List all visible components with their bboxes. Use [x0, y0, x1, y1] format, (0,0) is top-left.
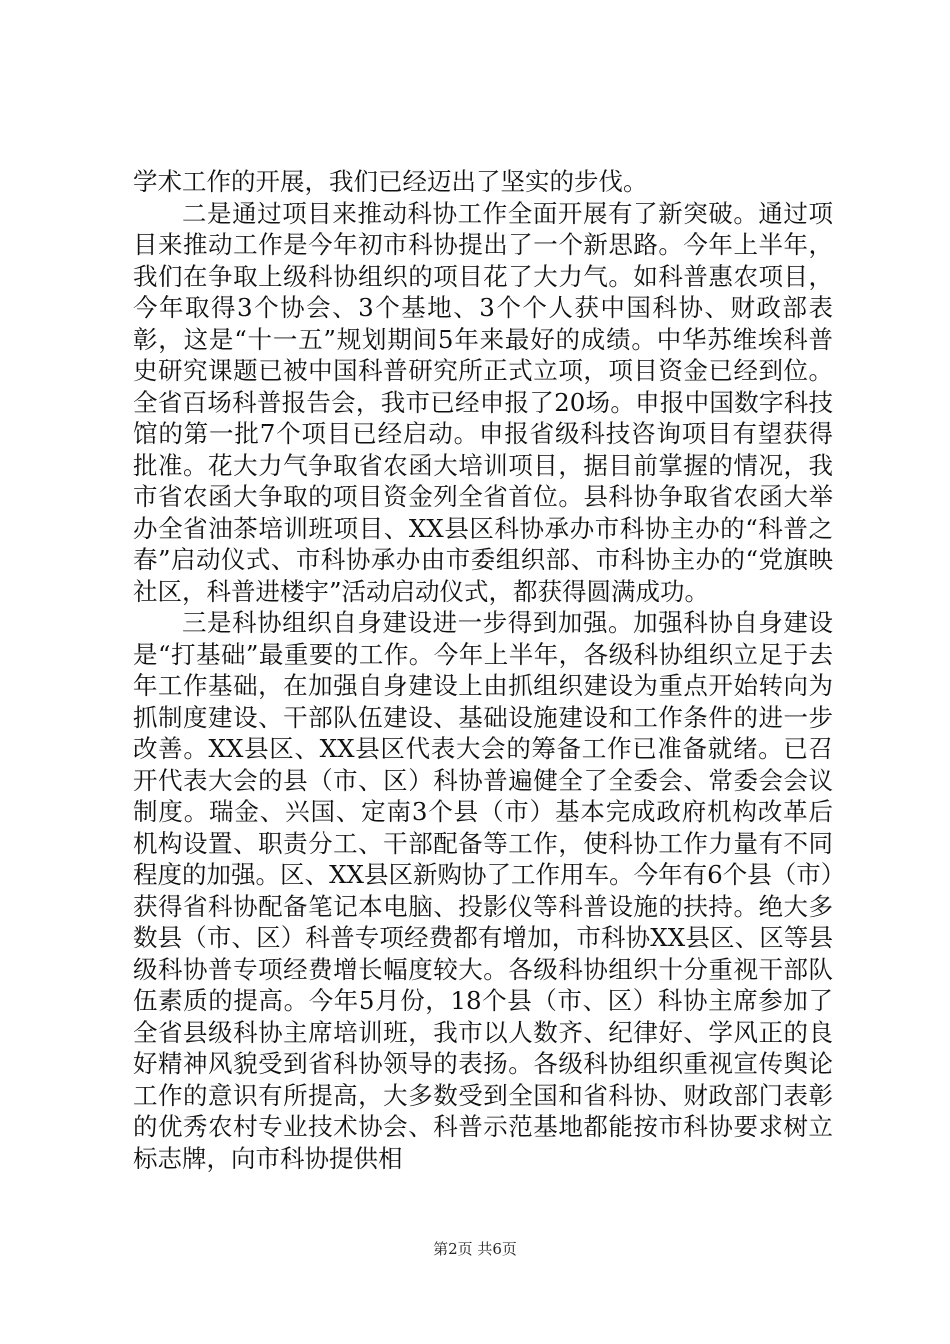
paragraph-self-construction: 三是科协组织自身建设进一步得到加强。加强科协自身建设是“打基础”最重要的工作。今年上半年，各级科协组织立足于去年工作基础，在加强自身建设上由抓组织建设为重点开始转向为抓制度建设、干部队伍建设、基础设施建设和工作条件的进一步改善。XX县区、XX县区代表大会的筹备工作已准备就绪。已召开代表大会的县（市、区）科协普遍健全了全委会、常委会会议制度。瑞金、兴国、定南3个县（市）基本完成政府机构改革后机构设置、职责分工、干部配备等工作，使科协工作力量有不同程度的加强。区、XX县区新购协了工作用车。今年有6个县（市）获得省科协配备笔记本电脑、投影仪等科普设施的扶持。绝大多数县（市、区）科普专项经费都有增加，市科协XX县区、区等县级科协普专项经费增长幅度较大。各级科协组织十分重视干部队伍素质的提高。今年5月份，18个县（市、区）科协主席参加了全省县级科协主席培训班，我市以人数齐、纪律好、学风正的良好精神风貌受到省科协领导的表扬。各级科协组织重视宣传舆论工作的意识有所提高，大多数受到全国和省科协、财政部门表彰的优秀农村专业技术协会、科普示范基地都能按市科协要求树立标志牌，向市科协提供相 — [133, 608, 833, 1173]
page-footer — [0, 1239, 950, 1259]
paragraph-continuation: 学术工作的开展，我们已经迈出了坚实的步伐。 — [133, 167, 648, 196]
paragraph-project-breakthrough: 二是通过项目来推动科协工作全面开展有了新突破。通过项目来推动工作是今年初市科协提出了一个新思路。今年上半年，我们在争取上级科协组织的项目花了大力气。如科普惠农项目，今年取得3个协会、3个基地、3个个人获中国科协、财政部表彰，这是“十一五”规划期间5年来最好的成绩。中华苏维埃科普史研究课题已被中国科普研究所正式立项，项目资金已经到位。全省百场科普报告会，我市已经申报了20场。申报中国数字科技馆的第一批7个项目已经启动。申报省级科技咨询项目有望获得批准。花大力气争取省农函大培训项目，据目前掌握的情况，我市省农函大争取的项目资金列全省首位。县科协争取省农函大举办全省油茶培训班项目、XX县区科协承办市科协主办的“科普之春”启动仪式、市科协承办由市委组织部、市科协主办的“党旗映社区，科普进楼宇”活动启动仪式，都获得圆满成功。 — [133, 198, 833, 606]
body-text — [133, 166, 833, 1174]
page-number-label: 第2页 共6页 — [433, 1240, 517, 1258]
